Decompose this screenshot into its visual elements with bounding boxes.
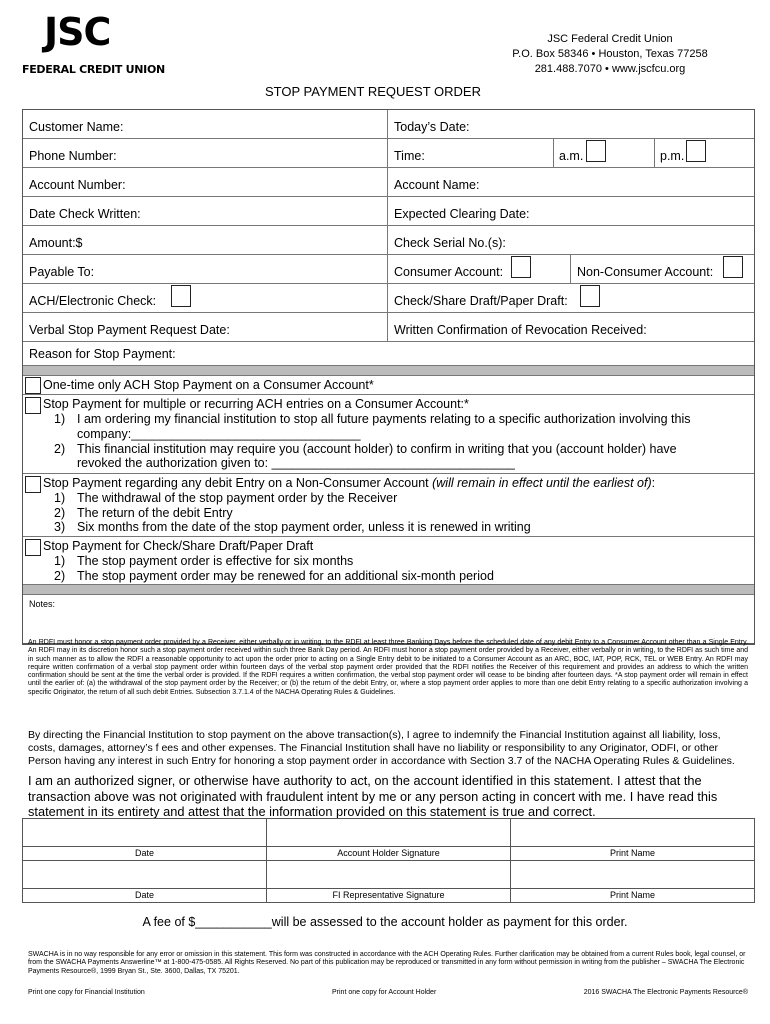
date-check-written-field[interactable] bbox=[23, 197, 388, 225]
pm-label: p.m. bbox=[660, 149, 685, 163]
pm-checkbox[interactable] bbox=[686, 140, 706, 162]
item-number: 1) bbox=[54, 491, 66, 505]
row-customer bbox=[23, 110, 754, 139]
item-number: 1) bbox=[54, 554, 66, 568]
footer-right: 2016 SWACHA The Electronic Payments Resource® bbox=[583, 989, 748, 996]
amount-field[interactable] bbox=[23, 226, 388, 254]
stop-payment-form bbox=[22, 109, 755, 645]
ach-electronic-check-checkbox[interactable] bbox=[171, 285, 191, 307]
consumer-account-label: Consumer Account: bbox=[394, 265, 504, 279]
option-non-consumer bbox=[23, 474, 754, 537]
non-consumer-item-2: The return of the debit Entry bbox=[77, 506, 233, 520]
check-draft-checkbox[interactable] bbox=[25, 539, 41, 556]
recurring-ach-label: Stop Payment for multiple or recurring ACH entries on a Consumer Account:* bbox=[43, 397, 469, 411]
ach-electronic-check-option bbox=[23, 284, 388, 312]
check-draft-label: Stop Payment for Check/Share Draft/Paper Draft bbox=[43, 539, 314, 553]
check-draft-item-2: The stop payment order may be renewed for an additional six-month period bbox=[77, 569, 494, 583]
recurring-ach-checkbox[interactable] bbox=[25, 397, 41, 414]
option-recurring-ach bbox=[23, 395, 754, 474]
item-number: 2) bbox=[54, 442, 66, 456]
signature-table bbox=[22, 818, 755, 903]
ach-electronic-check-label: ACH/Electronic Check: bbox=[29, 294, 157, 308]
org-contact: 281.488.7070 • www.jscfcu.org bbox=[534, 63, 686, 75]
attestation-paragraph: I am an authorized signer, or otherwise have authority to act, on the account identified in this statement. I attest that the transaction above was not originated with fraudulent intent by me or any person acting in concert with me. I have read this statement in its entirety and attest that the information provided on this statement is true and correct. bbox=[28, 773, 718, 819]
date-label: Date bbox=[23, 847, 267, 860]
todays-date-field[interactable] bbox=[388, 110, 754, 138]
indemnity-paragraph: By directing the Financial Institution to stop payment on the above transaction(s), I agree to indemnify the Financial Institution against all liability, loss, costs, damages, attorney’s f ees and other expenses. The Financial Institution shall have no liability or responsibility to any Originator, ODFI, or other Person having any interest in such Entry for honoring a stop payment order in accordance with Section 3.7 of the NACHA Operating Rules & Guidelines. bbox=[28, 729, 735, 767]
colon: : bbox=[651, 476, 656, 490]
swacha-disclaimer: SWACHA is in no way responsible for any error or omission in this statement. This form was constructed in accordance with the ACH Operating Rules. Further clarification may be obtained from a current Rules book, legal counsel, or from the SWACHA Payments Answerline™ at 1-800-475-0585. All Rights Reserved. No part of this publication may be reproduced or transmitted in any form without permission in writing from the publisher – SWACHA The Electronic Payments Resource®, 1999 Bryan St., Ste. 3600, Dallas, TX 75201. bbox=[28, 951, 746, 975]
am-label: a.m. bbox=[559, 149, 584, 163]
account-name-label: Account Name: bbox=[394, 178, 480, 192]
row-reason bbox=[23, 342, 754, 366]
item-number: 2) bbox=[54, 569, 66, 583]
non-consumer-debit-text: Stop Payment regarding any debit Entry on a Non-Consumer Account bbox=[43, 476, 433, 490]
print-name-label: Print Name bbox=[609, 848, 655, 858]
am-option bbox=[554, 139, 655, 167]
recurring-item-1: I am ordering my financial institution to stop all future payments relating to a specific authorization involving this bbox=[77, 412, 691, 426]
rdfi-fine-print: An RDFI must honor a stop payment order provided by a Receiver, either verbally or in writing, to the RDFI at least three Banking Days before the scheduled date of any debit Entry to a Consumer Account other than a Single Entry. An RDFI may in its discretion honor such a stop payment order received within such three Bank Day period. An RDFI must honor a stop payment order provided by a Receiver, either verbally or in writing, to the RDFI as such time and in such manner as to allow the RDFI a reasonable opportunity to act upon the order prior to acting on a Single Entry debit to be initiated to a Consumer Account as an ARC, BOC, IAT, POP, RCK, TEL or WEB Entry. An RDFI may require written confirmation of a verbal stop payment order within fourteen days of the verbal stop payment order provided that the RDFI notifies the Receiver of this requirement and provides an address to which the written confirmation should be sent at the time the verbal order is provided. If the RDFI requires a written confirmation, the verbal stop payment order will cease to be binding after fourteen days. *A stop payment order will remain in effect until the earlier of: (a) the withdrawal of the stop payment order by the Receiver; or (b) the return of the debit Entry, or, where a stop payment order applies to more than one debit Entry relating to a specific authorization involving a specific Originator, the return of all such debit Entries. Subsection 3.7.1.4 of the NACHA Operating Rules & Guidelines. bbox=[28, 639, 748, 696]
verbal-stop-date-label: Verbal Stop Payment Request Date: bbox=[29, 323, 230, 337]
company-line: company:_________________________________ bbox=[77, 427, 361, 441]
todays-date-label: Today’s Date: bbox=[394, 120, 470, 134]
reason-label: Reason for Stop Payment: bbox=[29, 347, 176, 361]
phone-number-field[interactable] bbox=[23, 139, 388, 167]
org-address-block bbox=[510, 32, 710, 77]
row-payable bbox=[23, 255, 754, 284]
written-confirmation-label: Written Confirmation of Revocation Received: bbox=[394, 323, 647, 337]
non-consumer-item-3: Six months from the date of the stop payment order, unless it is renewed in writing bbox=[77, 520, 531, 534]
recurring-item-2: This financial institution may require you (account holder) to confirm in writing that you (account holder) have bbox=[77, 442, 677, 456]
print-name-box[interactable] bbox=[511, 819, 754, 846]
expected-clearing-date-label: Expected Clearing Date: bbox=[394, 207, 530, 221]
row-verbal bbox=[23, 313, 754, 342]
date-check-written-label: Date Check Written: bbox=[29, 207, 141, 221]
revoked-authorization-line: revoked the authorization given to: ___________________________________ bbox=[77, 456, 515, 470]
account-number-label: Account Number: bbox=[29, 178, 126, 192]
section-divider bbox=[23, 366, 754, 376]
logo-jsc: JSC bbox=[44, 10, 111, 54]
one-time-ach-label: One-time only ACH Stop Payment on a Consumer Account* bbox=[43, 378, 374, 392]
consumer-account-checkbox[interactable] bbox=[511, 256, 531, 278]
org-name: JSC Federal Credit Union bbox=[547, 33, 673, 45]
one-time-ach-checkbox[interactable] bbox=[25, 377, 41, 394]
section-divider bbox=[23, 585, 754, 595]
amount-label: Amount:$ bbox=[29, 236, 83, 250]
signature-row-labels bbox=[23, 889, 754, 902]
footer-left: Print one copy for Financial Institution bbox=[28, 989, 145, 996]
non-consumer-account-label: Non-Consumer Account: bbox=[577, 265, 714, 279]
non-consumer-debit-italic: (will remain in effect until the earliest of) bbox=[432, 476, 652, 490]
non-consumer-debit-checkbox[interactable] bbox=[25, 476, 41, 493]
row-ach bbox=[23, 284, 754, 313]
row-amount bbox=[23, 226, 754, 255]
non-consumer-debit-label bbox=[43, 476, 655, 490]
time-field[interactable] bbox=[388, 139, 554, 167]
row-phone bbox=[23, 139, 754, 168]
signature-row-blank bbox=[23, 861, 754, 889]
non-consumer-item-1: The withdrawal of the stop payment order by the Receiver bbox=[77, 491, 398, 505]
fee-statement: A fee of $___________will be assessed to the account holder as payment for this order. bbox=[142, 915, 628, 929]
pm-option bbox=[655, 139, 754, 167]
option-one-time-ach bbox=[23, 376, 754, 395]
written-confirmation-field[interactable] bbox=[388, 313, 754, 341]
row-account bbox=[23, 168, 754, 197]
phone-number-label: Phone Number: bbox=[29, 149, 117, 163]
item-number: 3) bbox=[54, 520, 66, 534]
payable-to-field[interactable] bbox=[23, 255, 388, 283]
check-serial-label: Check Serial No.(s): bbox=[394, 236, 506, 250]
non-consumer-account-option bbox=[571, 255, 754, 283]
logo-subtext: FEDERAL CREDIT UNION bbox=[22, 63, 165, 76]
check-share-draft-option bbox=[388, 284, 754, 312]
payable-to-label: Payable To: bbox=[29, 265, 95, 279]
form-title: STOP PAYMENT REQUEST ORDER bbox=[265, 84, 481, 99]
check-share-draft-checkbox[interactable] bbox=[580, 285, 600, 307]
reason-field[interactable] bbox=[23, 342, 754, 365]
verbal-stop-date-field[interactable] bbox=[23, 313, 388, 341]
row-dates bbox=[23, 197, 754, 226]
fi-representative-signature-box[interactable] bbox=[267, 861, 511, 888]
account-holder-signature-box[interactable] bbox=[267, 819, 511, 846]
time-label: Time: bbox=[394, 149, 425, 163]
account-name-field[interactable] bbox=[388, 168, 754, 196]
fi-representative-signature-label: FI Representative Signature bbox=[267, 889, 511, 902]
signature-row-blank bbox=[23, 819, 754, 847]
print-name-label: Print Name bbox=[609, 890, 655, 900]
account-number-field[interactable] bbox=[23, 168, 388, 196]
signature-row-labels bbox=[23, 847, 754, 861]
item-number: 1) bbox=[54, 412, 66, 426]
customer-name-label: Customer Name: bbox=[29, 120, 124, 134]
org-address: P.O. Box 58346 • Houston, Texas 77258 bbox=[512, 48, 708, 60]
check-draft-item-1: The stop payment order is effective for six months bbox=[77, 554, 354, 568]
expected-clearing-date-field[interactable] bbox=[388, 197, 754, 225]
non-consumer-account-checkbox[interactable] bbox=[723, 256, 743, 278]
account-holder-signature-label: Account Holder Signature bbox=[267, 847, 511, 860]
consumer-account-option bbox=[388, 255, 571, 283]
item-number: 2) bbox=[54, 506, 66, 520]
fi-date-box[interactable] bbox=[23, 861, 267, 888]
option-check-draft bbox=[23, 537, 754, 585]
notes-label: Notes: bbox=[29, 599, 56, 609]
date-signature-box[interactable] bbox=[23, 819, 267, 846]
notes-field[interactable] bbox=[23, 595, 754, 644]
customer-name-field[interactable] bbox=[23, 110, 388, 138]
date-label: Date bbox=[23, 889, 267, 902]
check-share-draft-label: Check/Share Draft/Paper Draft: bbox=[394, 294, 568, 308]
fi-print-name-box[interactable] bbox=[511, 861, 754, 888]
check-serial-field[interactable] bbox=[388, 226, 754, 254]
am-checkbox[interactable] bbox=[586, 140, 606, 162]
footer-center: Print one copy for Account Holder bbox=[332, 989, 437, 996]
